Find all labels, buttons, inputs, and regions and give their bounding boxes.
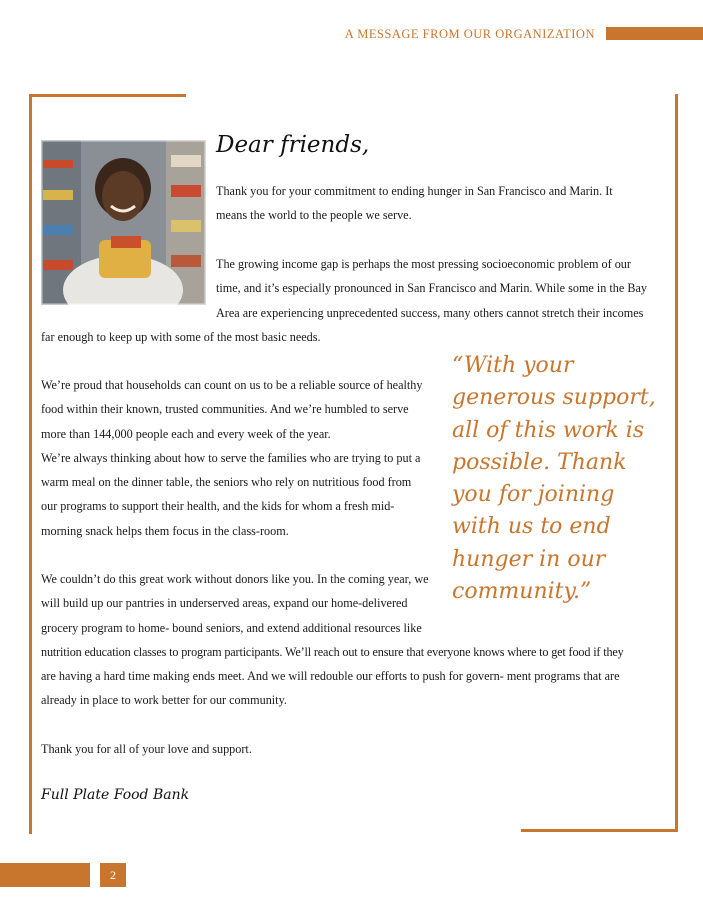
header-accent-bar <box>606 27 703 40</box>
quote-line: possible. Thank <box>452 449 627 475</box>
frame-left-line <box>29 94 32 834</box>
letter-line: are having a hard time making ends meet. And we will redouble our efforts to push for govern- ment programs that are <box>41 669 620 684</box>
letter-paragraph-3 <box>41 373 422 543</box>
letter-line: We’re proud that households can count on us to be a reliable source of healthy <box>41 378 423 392</box>
pull-quote <box>452 350 692 608</box>
letter-paragraph-5 <box>41 737 252 761</box>
letter-line: The growing income gap is perhaps the most pressing socioeconomic problem of our <box>216 257 631 271</box>
letter-line: grocery program to home- bound seniors, and extend additional resources like <box>41 620 422 635</box>
quote-line: with us to end <box>452 514 611 540</box>
header-title: A MESSAGE FROM OUR ORGANIZATION <box>344 27 595 41</box>
letter-line: means the world to the people we serve. <box>216 208 412 223</box>
quote-line: all of this work is <box>452 417 645 443</box>
signature: Full Plate Food Bank <box>41 787 190 803</box>
letter-line: morning snack helps them focus in the class-room. <box>41 523 289 538</box>
quote-line: generous support, <box>452 385 656 411</box>
letter-line: will build up our pantries in underserved areas, expand our home-delivered <box>41 596 408 611</box>
quote-line: community.” <box>452 579 592 605</box>
quote-line: you for joining <box>452 482 615 508</box>
salutation-heading: Dear friends, <box>216 132 370 158</box>
letter-line: time, and it’s especially pronounced in San Francisco and Marin. While some in the Bay <box>216 281 647 296</box>
quote-line: hunger in our <box>452 546 606 572</box>
volunteer-photo <box>41 140 206 305</box>
frame-top-line <box>29 94 186 97</box>
letter-line: nutrition education classes to program participants. We’ll reach out to ensure that everyone knows where to get food if they <box>41 644 624 659</box>
letter-line: far enough to keep up with some of the most basic needs. <box>41 329 321 344</box>
page-number: 2 <box>100 863 126 887</box>
letter-line: food within their known, trusted communities. And we’re humbled to serve <box>41 402 409 417</box>
letter-line: Area are experiencing unprecedented success, many others cannot stretch their incomes <box>216 305 644 320</box>
letter-line: our programs to support their health, and the kids for whom a fresh mid- <box>41 499 395 514</box>
letter-paragraph-1 <box>216 179 613 228</box>
letter-line: warm meal on the dinner table, the seniors who rely on nutritious food from <box>41 475 412 490</box>
letter-paragraph-2 <box>41 252 647 349</box>
letter-line: We couldn’t do this great work without donors like you. In the coming year, we <box>41 572 429 586</box>
footer-accent-bar <box>0 863 90 887</box>
letter-line: more than 144,000 people each and every week of the year. <box>41 426 331 441</box>
quote-line: “With your <box>452 353 574 378</box>
letter-line: already in place to work better for our community. <box>41 693 287 708</box>
letter-line: Thank you for your commitment to ending hunger in San Francisco and Marin. It <box>216 184 613 198</box>
letter-line: We’re always thinking about how to serve the families who are trying to put a <box>41 450 421 465</box>
letter-line: Thank you for all of your love and support. <box>41 742 252 756</box>
frame-bottom-line <box>521 829 678 832</box>
